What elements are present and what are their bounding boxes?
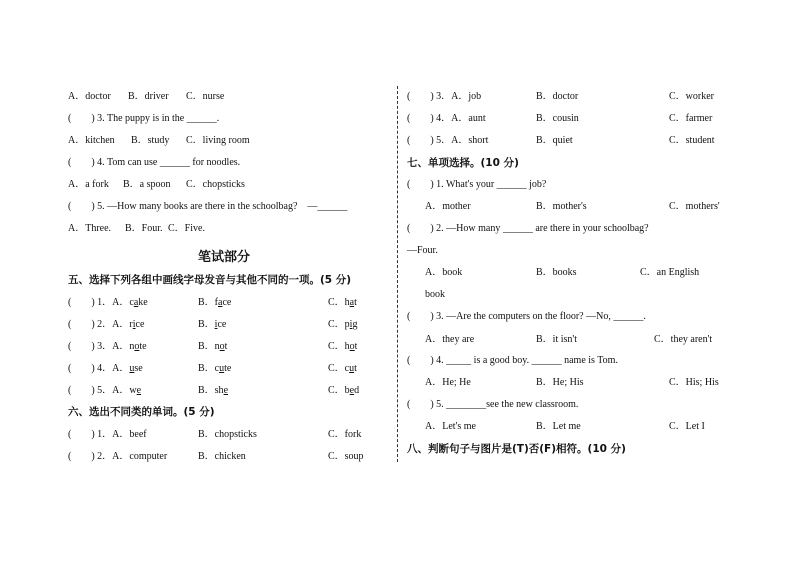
sec7-question-2: ( ) 2. —How many ______ are there in your schoolbag?	[407, 223, 649, 234]
question-5: ( ) 5. —How many books are there in the schoolbag? —______	[68, 201, 348, 212]
underlined-letter: u	[349, 363, 355, 374]
underlined-letter: o	[219, 341, 225, 352]
sec5-option-a: note	[129, 341, 147, 352]
option-row: A．doctor B．driver C．nurse	[68, 91, 225, 102]
option-row: A．He; He B．He; His C．His; His	[425, 377, 719, 388]
column-divider	[397, 86, 398, 462]
underlined-letter: a	[218, 297, 223, 308]
option-row: A．kitchen B．study C．living room	[68, 135, 250, 146]
underlined-letter: o	[349, 341, 355, 352]
sec5-row-5: ( ) 5．A．we B．she C．bed	[68, 385, 360, 396]
sec5-row-3: ( ) 3．A．note B．not C．hot	[68, 341, 358, 352]
sec5-option-c: C．hot	[328, 341, 358, 352]
sec5-row-2: ( ) 2．A．rice B．ice C．pig	[68, 319, 358, 330]
right-row-3: ( ) 3．A．job B．doctor C．worker	[407, 91, 714, 102]
option-row: A．Let's me B．Let me C．Let I	[425, 421, 705, 432]
sec7-question-1: ( ) 1. What's your ______ job?	[407, 179, 547, 190]
underlined-letter: e	[136, 385, 142, 396]
underlined-letter: i	[214, 319, 218, 330]
sec5-option-c: C．pig	[328, 319, 358, 330]
underlined-letter: u	[129, 363, 135, 374]
sec5-option-b: B．face	[198, 297, 232, 308]
underlined-letter: e	[349, 385, 355, 396]
sec5-option-a: we	[129, 385, 142, 396]
section-5-title: 五、选择下列各组中画线字母发音与其他不同的一项。(5 分)	[68, 274, 352, 286]
sec5-row-1: ( ) 1．A．cake B．face C．hat	[68, 297, 357, 308]
underlined-letter: o	[134, 341, 140, 352]
sec7-question-4: ( ) 4. _____ is a good boy. ______ name is Tom.	[407, 355, 618, 366]
section-7-title: 七、单项选择。(10 分)	[407, 157, 519, 169]
option-row: A．they are B．it isn't C．they aren't	[425, 334, 713, 345]
question-3: ( ) 3. The puppy is in the ______.	[68, 113, 220, 124]
question-4: ( ) 4. Tom can use ______ for noodles.	[68, 157, 241, 168]
sec5-option-b: B．ice	[198, 319, 227, 330]
underlined-letter: a	[349, 297, 355, 308]
underlined-letter: e	[223, 385, 229, 396]
section-6-title: 六、选出不同类的单词。(5 分)	[68, 406, 215, 418]
underlined-letter: i	[349, 319, 353, 330]
option-continued: book	[425, 289, 445, 300]
sec5-row-4: ( ) 4．A．use B．cute C．cut	[68, 363, 357, 374]
right-row-5: ( ) 5．A．short B．quiet C．student	[407, 135, 715, 146]
section-8-title: 八、判断句子与图片是(T)否(F)相符。(10 分)	[407, 443, 626, 455]
sec6-row-1: ( ) 1．A．beef B．chopsticks C．fork	[68, 429, 362, 440]
underlined-letter: a	[133, 297, 139, 308]
sec7-question-5: ( ) 5. ________see the new classroom.	[407, 399, 579, 410]
option-row: A．book B．books C．an English	[425, 267, 700, 278]
underlined-letter: i	[132, 319, 136, 330]
sec5-option-a: cake	[129, 297, 148, 308]
sec5-option-a: rice	[129, 319, 145, 330]
sec5-option-b: B．she	[198, 385, 229, 396]
sec5-option-a: use	[129, 363, 143, 374]
sec6-row-2: ( ) 2．A．computer B．chicken C．soup	[68, 451, 364, 462]
option-row: A．a fork B．a spoon C．chopsticks	[68, 179, 245, 190]
option-row: A．mother B．mother's C．mothers'	[425, 201, 720, 212]
sec7-question-2-answer: —Four.	[407, 245, 438, 256]
right-row-4: ( ) 4．A．aunt B．cousin C．farmer	[407, 113, 713, 124]
sec5-option-c: C．hat	[328, 297, 357, 308]
sec5-option-c: C．bed	[328, 385, 360, 396]
sec5-option-b: B．not	[198, 341, 228, 352]
sec7-question-3: ( ) 3. —Are the computers on the floor? —No, ______.	[407, 311, 646, 322]
underlined-letter: u	[219, 363, 225, 374]
option-row: A．Three. B．Four. C．Five.	[68, 223, 205, 234]
sec5-option-b: B．cute	[198, 363, 232, 374]
sec5-option-c: C．cut	[328, 363, 357, 374]
written-section-title: 笔试部分	[198, 250, 251, 265]
